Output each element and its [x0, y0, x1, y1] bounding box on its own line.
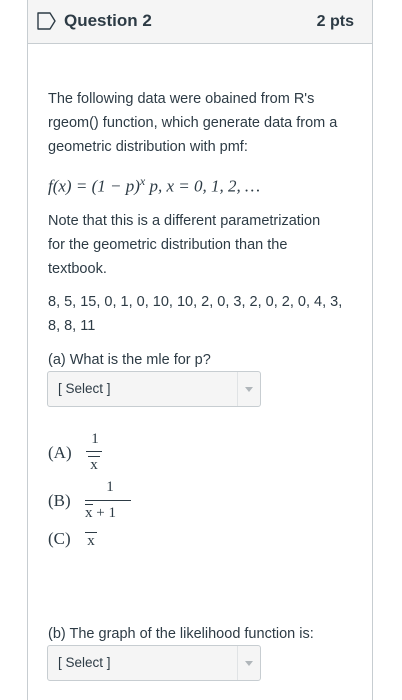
question-header — [28, 0, 372, 44]
data-line-1: 8, 5, 15, 0, 1, 0, 10, 10, 2, 0, 3, 2, 0, 2, 0, 4, 3, — [48, 294, 343, 310]
select-divider — [237, 646, 238, 680]
bookmark-flag-icon[interactable] — [36, 11, 58, 31]
option-b-fraction-bar — [85, 500, 131, 501]
option-c-value: x — [85, 532, 97, 550]
intro-text — [48, 87, 358, 159]
part-a-question: (a) What is the mle for p? — [48, 352, 211, 368]
option-c-label: (C) — [48, 529, 71, 548]
option-b-numerator: 1 — [106, 479, 114, 495]
option-a-fraction-bar — [86, 451, 102, 452]
formula-main: f(x) = (1 − p) — [48, 176, 140, 196]
part-b-question: (b) The graph of the likelihood function is: — [48, 626, 314, 642]
note-text — [48, 209, 358, 281]
note-line-1: Note that this is a different parametrization — [48, 213, 321, 229]
question-card — [27, 0, 373, 700]
part-b-select[interactable] — [47, 645, 261, 681]
option-a-label: (A) — [48, 443, 72, 462]
intro-line-3: geometric distribution with pmf: — [48, 139, 248, 155]
question-points: 2 pts — [316, 13, 354, 30]
option-a-numerator: 1 — [91, 431, 99, 447]
question-title: Question 2 — [64, 11, 152, 30]
part-a-select-value: [ Select ] — [58, 381, 111, 396]
chevron-down-icon — [245, 387, 253, 392]
option-a-denominator: x — [88, 456, 100, 474]
note-line-3: textbook. — [48, 261, 107, 277]
data-values — [48, 290, 358, 338]
formula-rest: p, x = 0, 1, 2, … — [145, 176, 261, 196]
formula-exponent: x — [139, 174, 146, 188]
option-b-label: (B) — [48, 491, 71, 510]
option-b-denominator — [85, 505, 135, 522]
part-b-select-value: [ Select ] — [58, 655, 111, 670]
note-line-2: for the geometric distribution than the — [48, 237, 288, 253]
intro-line-2: rgeom() function, which generate data from a — [48, 115, 338, 131]
option-b-denominator-x: x — [85, 505, 93, 521]
select-divider — [237, 372, 238, 406]
option-b-denominator-rest: + 1 — [92, 505, 116, 521]
pmf-formula — [48, 174, 260, 197]
intro-line-1: The following data were obained from R's — [48, 91, 315, 107]
chevron-down-icon — [245, 661, 253, 666]
part-a-select[interactable] — [47, 371, 261, 407]
data-line-2: 8, 8, 11 — [48, 318, 96, 334]
